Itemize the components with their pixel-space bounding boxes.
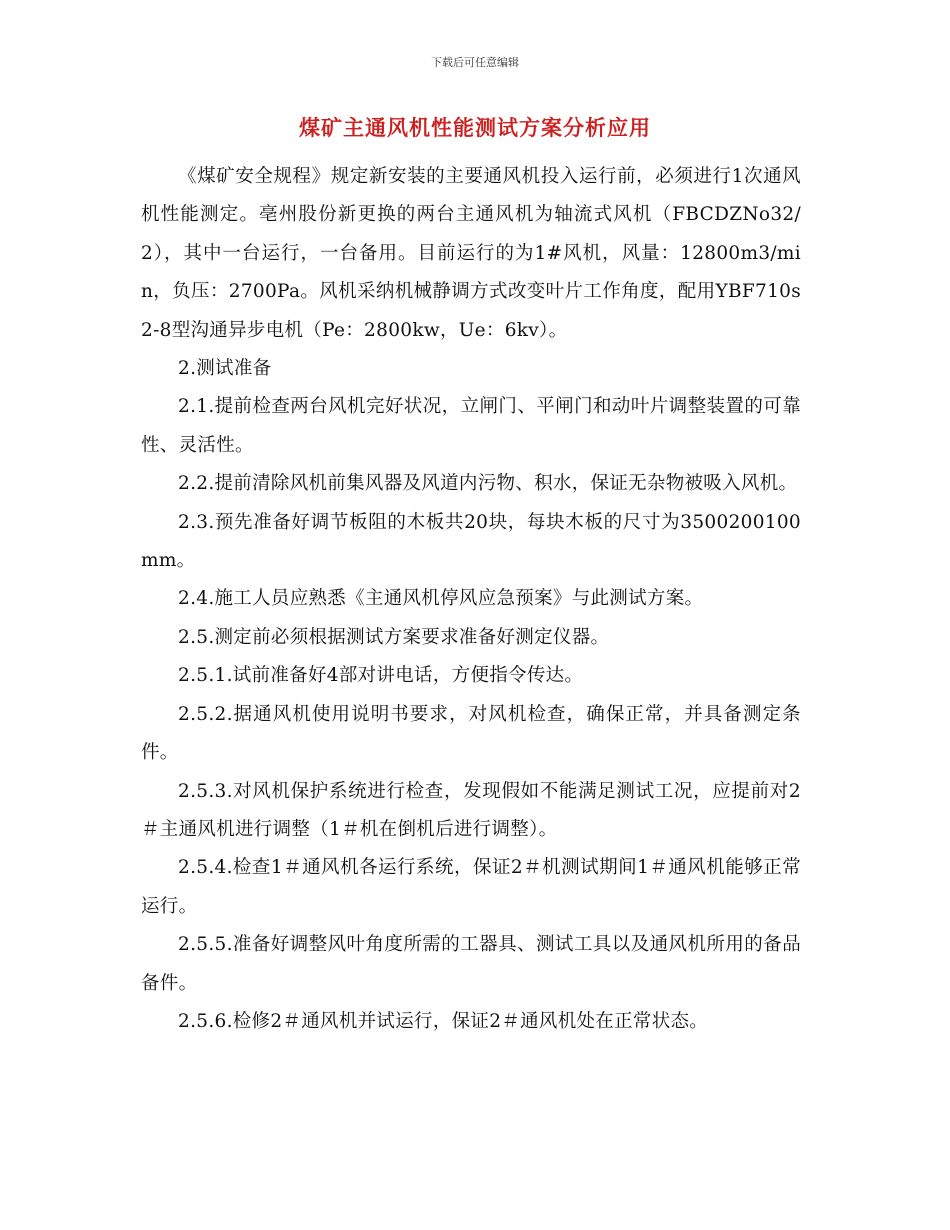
paragraph-2-5-6: 2.5.6.检修2＃通风机并试运行，保证2＃通风机处在正常状态。 [178, 1010, 709, 1032]
paragraph-2-3: 2.3.预先准备好调节板阻的木板共20块，每块木板的尺寸为3500200100mm。 [141, 511, 801, 572]
section-heading-test-preparation: 2.测试准备 [178, 358, 272, 380]
paragraph-2-5-5: 2.5.5.准备好调整风叶角度所需的工器具、测试工具以及通风机所用的备品备件。 [141, 934, 801, 994]
paragraph-2-4: 2.4.施工人员应熟悉《主通风机停风应急预案》与此测试方案。 [178, 588, 704, 610]
paragraph-2-1: 2.1.提前检查两台风机完好状况，立闸门、平闸门和动叶片调整装置的可靠性、灵活性。 [141, 396, 801, 456]
document-title: 煤矿主通风机性能测试方案分析应用 [299, 116, 651, 140]
paragraph-2-2: 2.2.提前清除风机前集风器及风道内污物、积水，保证无杂物被吸入风机。 [178, 473, 798, 495]
paragraph-2-5-4: 2.5.4.检查1＃通风机各运行系统，保证2＃机测试期间1＃通风机能够正常运行。 [141, 857, 801, 917]
document-body [141, 158, 801, 1041]
paragraph-2-5-2: 2.5.2.据通风机使用说明书要求，对风机检查，确保正常，并具备测定条件。 [141, 703, 801, 764]
page-header-note: 下载后可任意编辑 [431, 56, 519, 69]
paragraph-2-5-3: 2.5.3.对风机保护系统进行检查，发现假如不能满足测试工况，应提前对2＃主通风机进行调整（1＃机在倒机后进行调整）。 [141, 780, 801, 840]
paragraph-2-5: 2.5.测定前必须根据测试方案要求准备好测定仪器。 [178, 626, 610, 648]
paragraph-2-5-1: 2.5.1.试前准备好4部对讲电话，方便指令传达。 [178, 665, 584, 687]
paragraph-intro: 《煤矿安全规程》规定新安装的主要通风机投入运行前，必须进行1次通风机性能测定。亳州股份新更换的两台主通风机为轴流式风机（FBCDZNo32/2），其中一台运行，一台备用。目前运行的为1#风机，风量：12800m3/min，负压：2700Pa。风机采纳机械静调方式改变叶片工作角度，配用YBF710s2-8型沟通异步电机（Pe：2800kw，Ue：6kv）。 [141, 166, 801, 341]
